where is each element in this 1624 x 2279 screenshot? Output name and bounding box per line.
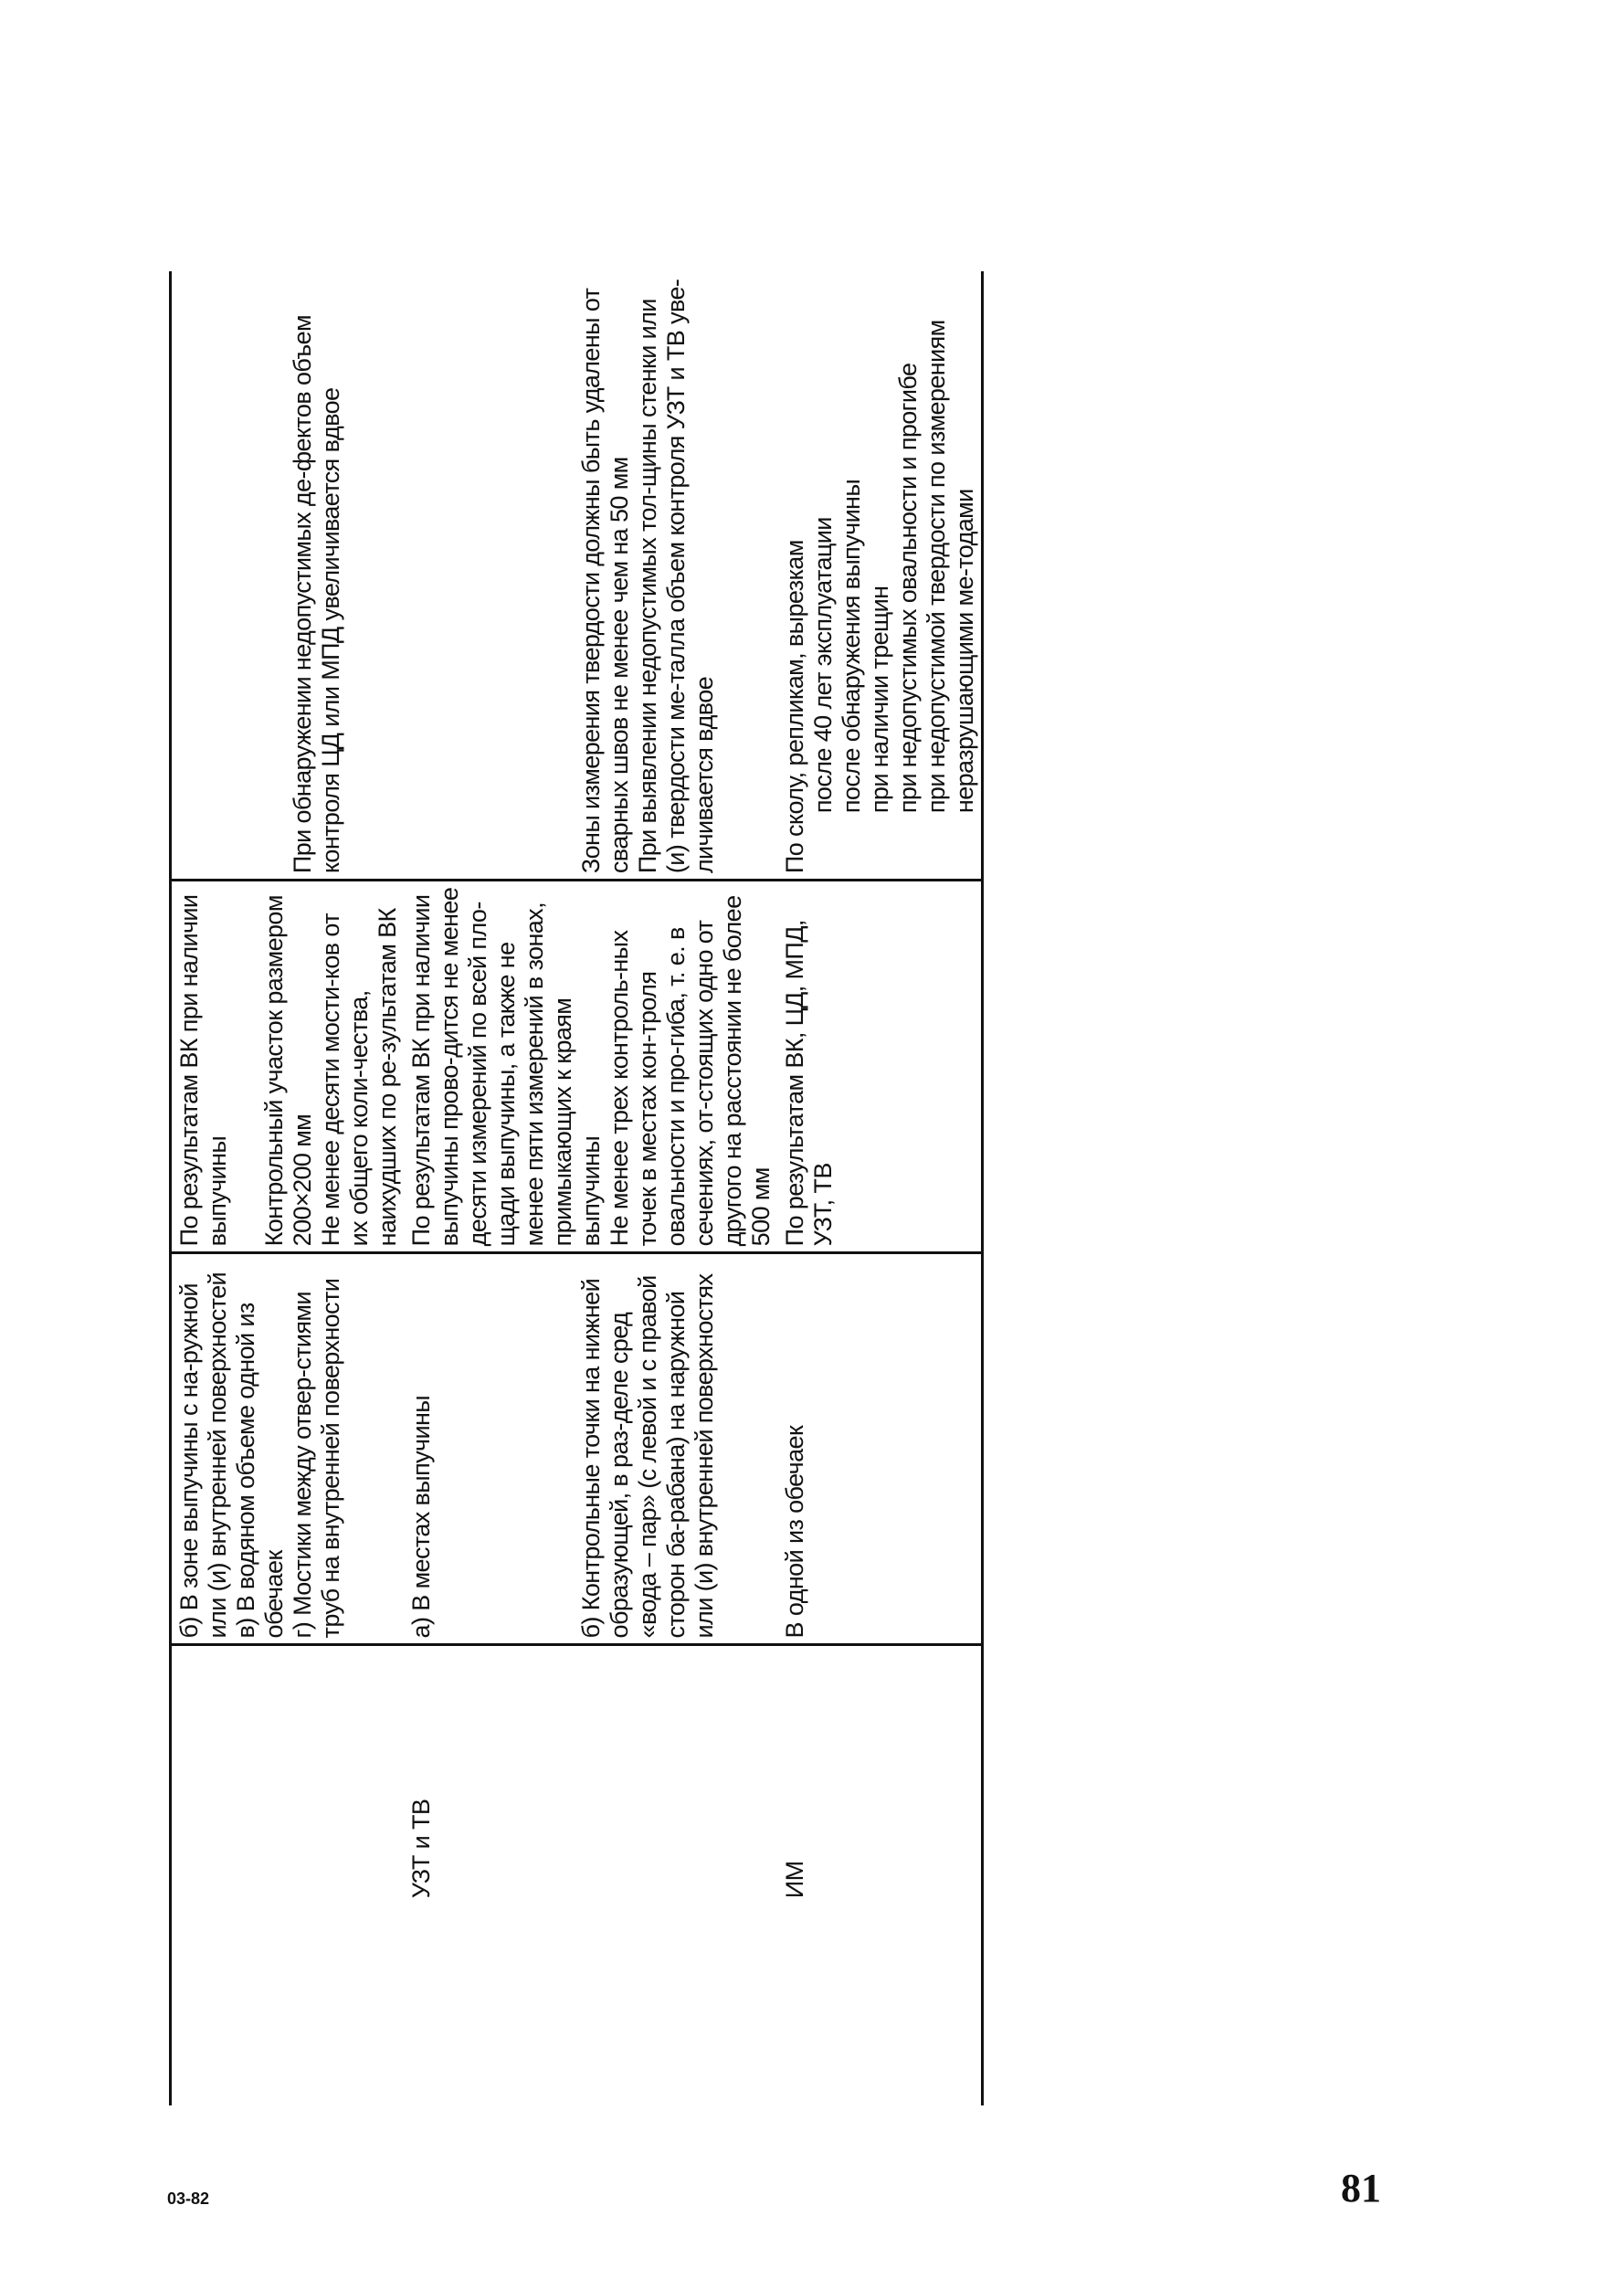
empty-cell: [777, 1904, 983, 2105]
spacer: [521, 277, 549, 873]
method-cell: ИМ: [777, 1645, 983, 1904]
volume-text: По результатам ВК при наличии выпучины: [175, 894, 231, 1247]
note-text: При выявлении недопустимых тол-щины стенки или (и) твердости ме-талла объем контроля УЗТ и ТВ уве-личивается вдвое: [634, 279, 718, 874]
zone-cell: [404, 1253, 777, 1645]
spacer: [492, 1260, 521, 1638]
spacer: [175, 277, 204, 873]
note-cell: [171, 271, 405, 881]
document-code: 03-82: [167, 2189, 210, 2208]
note-item: при недопустимых овальности и прогибе: [894, 363, 922, 814]
volume-text: Не менее десяти мости-ков от их общего коли-чества, наихудших по ре-зультатам ВК: [317, 908, 401, 1247]
volume-cell: [404, 881, 777, 1253]
spacer: [232, 277, 260, 873]
zone-cell: [777, 1253, 983, 1645]
volume-text: По результатам ВК при наличии выпучины прово-дится не менее десяти измерений по всей пло-щади выпучины, а также не менее пяти измерений в зонах, примыкающих к краям выпучины: [407, 887, 605, 1247]
note-item: при наличии трещин: [866, 586, 893, 814]
volume-text: Контрольный участок размером 200×200 мм: [260, 895, 316, 1247]
volume-cell: [171, 881, 405, 1253]
note-text: По сколу, репликам, вырезкам: [781, 540, 808, 874]
spacer: [436, 1260, 464, 1638]
zone-text: в) В водяном объеме одной из обечаек: [232, 1303, 288, 1639]
note-item: после 40 лет эксплуатации: [809, 517, 837, 814]
spacer: [436, 277, 464, 873]
volume-text: Не менее трех контроль-ных точек в местах кон-троля овальности и про-гиба, т. е. в сечениях, от-стоящих одно от другого на расстоянии не более 500 мм: [606, 895, 775, 1247]
table-row: [777, 271, 983, 2105]
volume-text: По результатам ВК, ЦД, МПД, УЗТ, ТВ: [781, 920, 837, 1247]
volume-cell: [777, 881, 983, 1253]
zone-text: г) Мостики между отвер-стиями труб на внутренней поверхности: [289, 1278, 344, 1639]
note-item: после обнаружения выпучины: [838, 479, 865, 814]
note-item: при недопустимой твердости по измерениям неразрушающими ме-тодами: [923, 320, 978, 814]
spacer: [407, 277, 436, 873]
spacer: [204, 277, 232, 873]
inspection-table: [169, 271, 984, 2105]
note-text: При обнаружении недопустимых де-фектов объем контроля ЦД или МПД увеличивается вдвое: [289, 315, 344, 874]
zone-cell: [171, 1253, 405, 1645]
note-cell: [777, 271, 983, 881]
spacer: [549, 277, 577, 873]
spacer: [521, 1260, 549, 1638]
empty-cell: [404, 1904, 777, 2105]
note-text: Зоны измерения твердости должны быть удалены от сварных швов не менее чем на 50 мм: [577, 288, 633, 874]
empty-cell: [171, 1904, 405, 2105]
zone-text: б) Контрольные точки на нижней образующей, в раз-деле сред «вода – пар» (с левой и с правой сторон ба-рабана) на наружной или (и) внутренней поверхностях: [577, 1273, 718, 1639]
spacer: [492, 277, 521, 873]
method-cell: УЗТ и ТВ: [407, 1799, 435, 1899]
table-row: [404, 271, 777, 2105]
spacer: [464, 1260, 492, 1638]
table-row: [171, 271, 405, 2105]
note-cell: [404, 271, 777, 881]
spacer: [464, 277, 492, 873]
spacer: [260, 277, 289, 873]
zone-text: В одной из обечаек: [781, 1425, 808, 1639]
spacer: [232, 887, 260, 1246]
zone-text: б) В зоне выпучины с на-ружной или (и) внутренней поверхностей: [175, 1271, 231, 1639]
spacer: [549, 1260, 577, 1638]
page-number: 81: [1341, 2166, 1381, 2210]
method-cell: [171, 1645, 405, 1904]
zone-text: а) В местах выпучины: [407, 1395, 435, 1639]
rotated-table: [169, 271, 1376, 2105]
